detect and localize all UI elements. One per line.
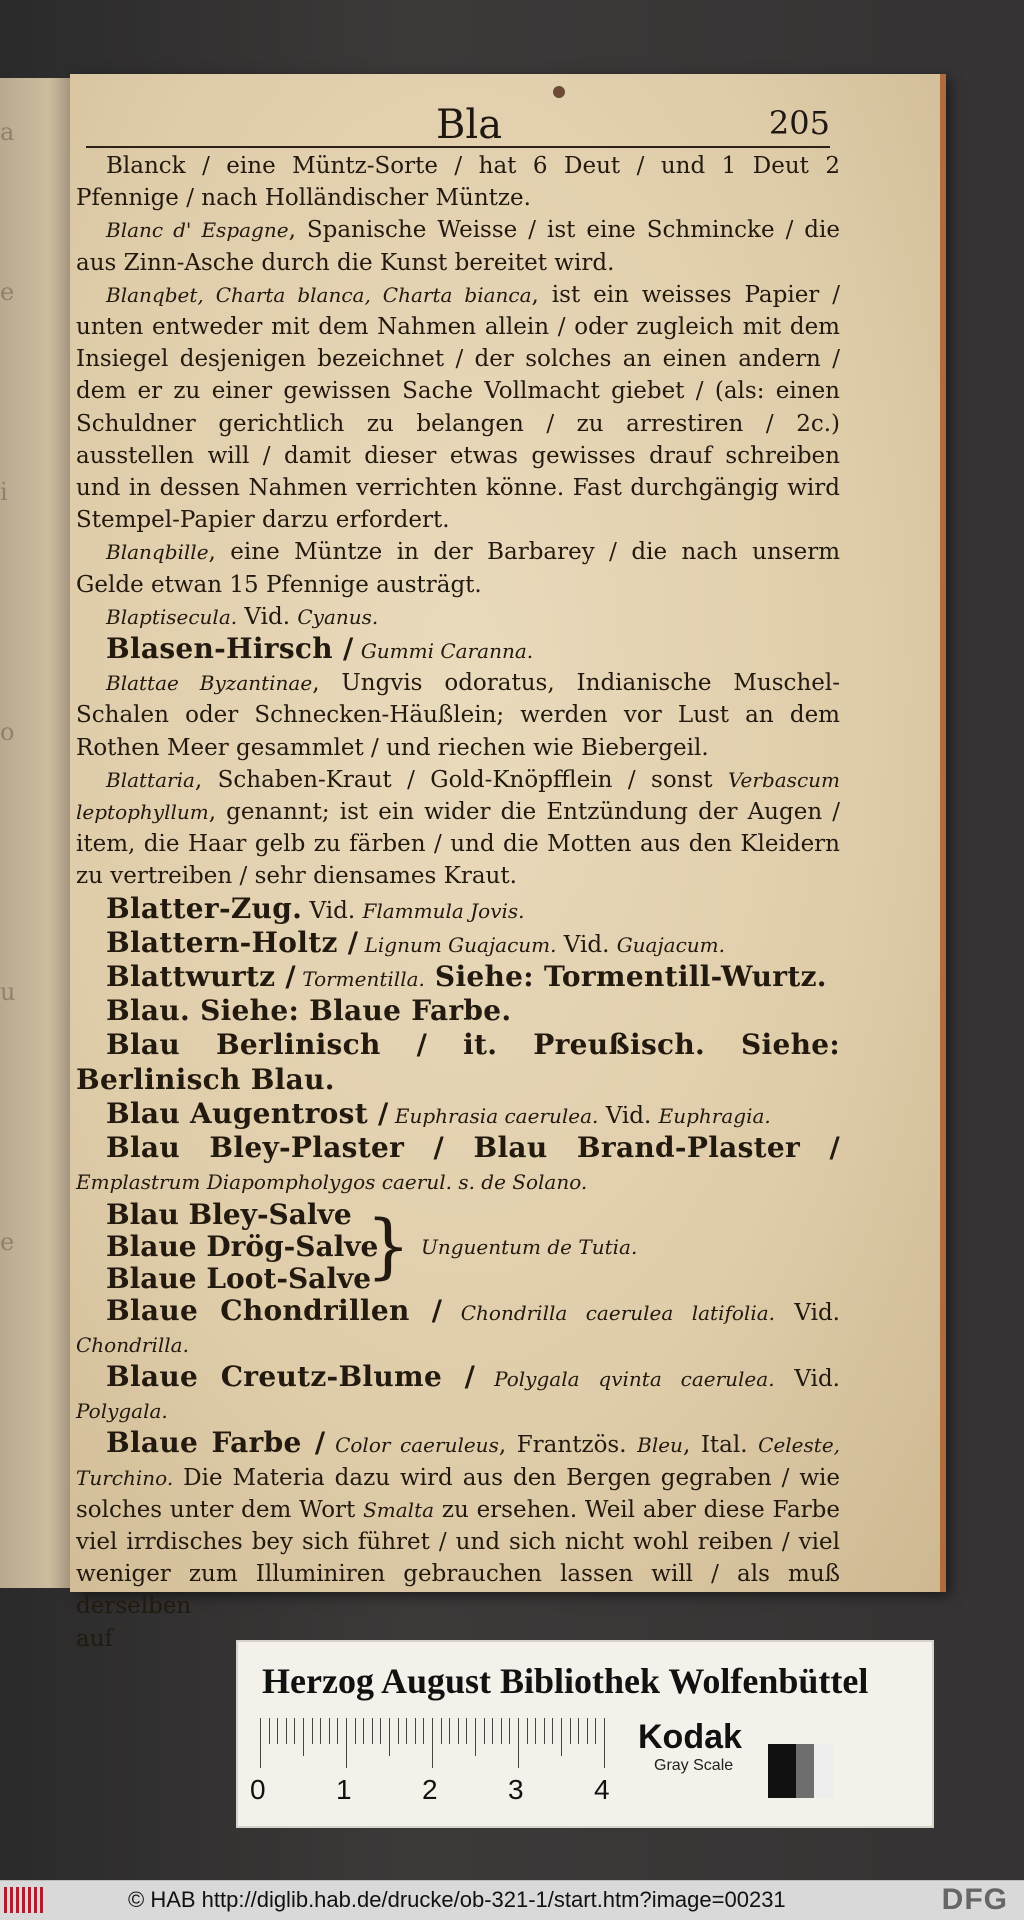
paper-hole	[553, 86, 565, 98]
ruler-tick	[294, 1718, 295, 1744]
ruler-tick	[363, 1718, 364, 1744]
entry-blau: Blau. Siehe: Blaue Farbe.	[106, 994, 512, 1028]
ruler-label: 2	[422, 1774, 438, 1805]
ruler-tick	[372, 1718, 373, 1744]
entry-blanc-espagne: Blanc d' Espagne, Spanische Weisse / ist eine Schmincke / die aus Zinn-Asche durch die Kunst bereitet wird.	[76, 217, 841, 276]
scale-ruler	[260, 1718, 604, 1768]
ruler-tick	[303, 1718, 304, 1756]
ruler-tick	[355, 1718, 356, 1744]
ruler-tick	[389, 1718, 390, 1756]
brace-item: Blaue Drög-Salve	[106, 1229, 379, 1263]
brace-items	[106, 1199, 378, 1295]
ruler-tick	[595, 1718, 596, 1744]
curly-brace-glyph: }	[366, 1204, 411, 1287]
ruler-tick	[415, 1718, 416, 1744]
ruler-tick	[449, 1718, 450, 1744]
entry-blasen-hirsch: Blasen-Hirsch / Gummi Caranna.	[106, 632, 534, 666]
brace-item: Blau Bley-Salve	[106, 1197, 352, 1231]
ruler-tick	[544, 1718, 545, 1744]
entry-blanck: Blanck / eine Müntz-Sorte / hat 6 Deut / und 1 Deut 2 Pfennige / nach Holländischer Müntze.	[76, 153, 840, 212]
ruler-tick	[518, 1718, 519, 1768]
ruler-tick	[286, 1718, 287, 1744]
page-number: 205	[768, 104, 830, 142]
ruler-tick	[441, 1718, 442, 1744]
ruler-tick	[423, 1718, 424, 1744]
entry-blanqbet: Blanqbet, Charta blanca, Charta bianca, ist ein weisses Papier / unten entweder mit dem Nahmen allein / oder zugleich mit dem Insiegel desjenigen bezeichnet / der solches an einen andern / dem er zu einer gewissen Sache Vollmacht giebet / (als: einen Schuldner gerichtlich zu belangen / zu arrestiren / 2c.) ausstellen will / damit dieser etwas gewisses drauf schreiben und in dessen Nahmen verrichten könne. Fast durchgängig wird Stempel-Papier darzu erfordert.	[76, 281, 840, 534]
catchword: auf	[76, 1625, 114, 1652]
ruler-tick	[329, 1718, 330, 1744]
entry-blau-bley-plaster: Blau Bley-Plaster / Blau Brand-Plaster / Emplastrum Diapompholygos caerul. s. de Solano.	[76, 1131, 840, 1195]
ruler-tick	[535, 1718, 536, 1744]
page-body	[76, 150, 840, 1655]
entry-blau-augentrost: Blau Augentrost / Euphrasia caerulea. Vid. Euphragia.	[106, 1096, 771, 1130]
library-name: Herzog August Bibliothek Wolfenbüttel	[262, 1661, 869, 1701]
swatch-patch	[796, 1744, 814, 1798]
entry-blaptisecula: Blaptisecula. Vid. Cyanus.	[106, 603, 379, 630]
viewer-footer	[0, 1880, 1024, 1920]
ruler-tick	[398, 1718, 399, 1744]
kodak-label	[638, 1718, 742, 1775]
salve-brace-group	[76, 1199, 840, 1295]
ruler-tick	[501, 1718, 502, 1744]
ruler-labels	[250, 1774, 630, 1810]
ruler-tick	[604, 1718, 605, 1768]
ruler-tick	[475, 1718, 476, 1756]
ruler-label: 3	[508, 1774, 524, 1805]
brace-item: Blaue Loot-Salve	[106, 1261, 372, 1295]
entry-blaue-farbe: Blaue Farbe / Color caeruleus, Frantzös. Bleu, Ital. Celeste, Turchino. Die Materia dazu wird aus den Bergen gegraben / wie solches unter dem Wort Smalta zu ersehen. Weil aber diese Farbe viel irrdisches bey sich führet / und sich nicht wohl reiben / viel weniger zum Illuminiren gebrauchen lassen will / als muß derselben	[76, 1426, 841, 1620]
book-page	[70, 74, 940, 1652]
ruler-tick	[260, 1718, 261, 1768]
ruler-tick	[269, 1718, 270, 1744]
entry-blattaria: Blattaria, Schaben-Kraut / Gold-Knöpfflein / sonst Verbascum leptophyllum, genannt; ist ein wider die Entzündung der Augen / item, die Haar gelb zu färben / und die Motten aus den Kleidern zu vertreiben / sehr diensames Kraut.	[76, 766, 840, 890]
swatch-patch	[768, 1744, 796, 1798]
running-head-title: Bla	[436, 102, 503, 148]
ruler-tick	[552, 1718, 553, 1744]
copyright-link[interactable]: © HAB http://diglib.hab.de/drucke/ob-321-1/start.htm?image=00231	[128, 1887, 786, 1912]
ruler-tick	[406, 1718, 407, 1744]
barcode-logo-icon	[4, 1887, 46, 1913]
ruler-tick	[527, 1718, 528, 1744]
entry-blanqbille: Blanqbille, eine Müntze in der Barbarey / die nach unserm Gelde etwan 15 Pfennige austrägt.	[76, 539, 840, 598]
entry-blatter-zug: Blatter-Zug. Vid. Flammula Jovis.	[106, 891, 525, 925]
ruler-tick	[337, 1718, 338, 1744]
gray-scale-swatch	[768, 1744, 834, 1798]
ruler-tick	[380, 1718, 381, 1744]
gray-scale-label: Gray Scale	[654, 1757, 734, 1774]
entry-blaue-chondrillen: Blaue Chondrillen / Chondrilla caerulea latifolia. Vid. Chondrilla.	[76, 1293, 840, 1357]
ruler-tick	[320, 1718, 321, 1744]
ruler-tick	[561, 1718, 562, 1756]
entry-blaue-creutz-blume: Blaue Creutz-Blume / Polygala qvinta caerulea. Vid. Polygala.	[76, 1359, 840, 1424]
ruler-tick	[458, 1718, 459, 1744]
color-target-card	[236, 1640, 934, 1828]
ruler-tick	[277, 1718, 278, 1744]
swatch-patch	[814, 1744, 834, 1798]
entry-blattae-byzantinae: Blattae Byzantinae, Ungvis odoratus, Indianische Muschel-Schalen oder Schnecken-Häußlein; werden vor Lust an dem Rothen Meer gesammlet / und riechen wie Biebergeil.	[76, 670, 840, 761]
ruler-tick	[509, 1718, 510, 1744]
ruler-tick	[578, 1718, 579, 1744]
ruler-tick	[432, 1718, 433, 1768]
facing-page-edge: a e i o u e	[0, 78, 70, 1588]
entry-blattwurtz: Blattwurtz / Tormentilla. Siehe: Tormentill-Wurtz.	[106, 960, 827, 994]
entry-blattern-holtz: Blattern-Holtz / Lignum Guajacum. Vid. Guajacum.	[106, 925, 725, 959]
ruler-tick	[492, 1718, 493, 1744]
ruler-label: 1	[336, 1774, 352, 1805]
ruler-tick	[570, 1718, 571, 1744]
brace-reference: Unguentum de Tutia.	[421, 1234, 638, 1259]
ruler-tick	[466, 1718, 467, 1744]
ruler-tick	[587, 1718, 588, 1744]
ruler-label: 0	[250, 1774, 266, 1805]
dfg-logo: DFG	[941, 1883, 1008, 1916]
running-head	[86, 102, 830, 148]
ruler-tick	[312, 1718, 313, 1744]
entry-blau-berlinisch: Blau Berlinisch / it. Preußisch. Siehe: Berlinisch Blau.	[76, 1028, 841, 1096]
ruler-tick	[346, 1718, 347, 1768]
ruler-label: 4	[594, 1774, 610, 1805]
ruler-tick	[484, 1718, 485, 1744]
kodak-logo: Kodak	[638, 1718, 742, 1756]
